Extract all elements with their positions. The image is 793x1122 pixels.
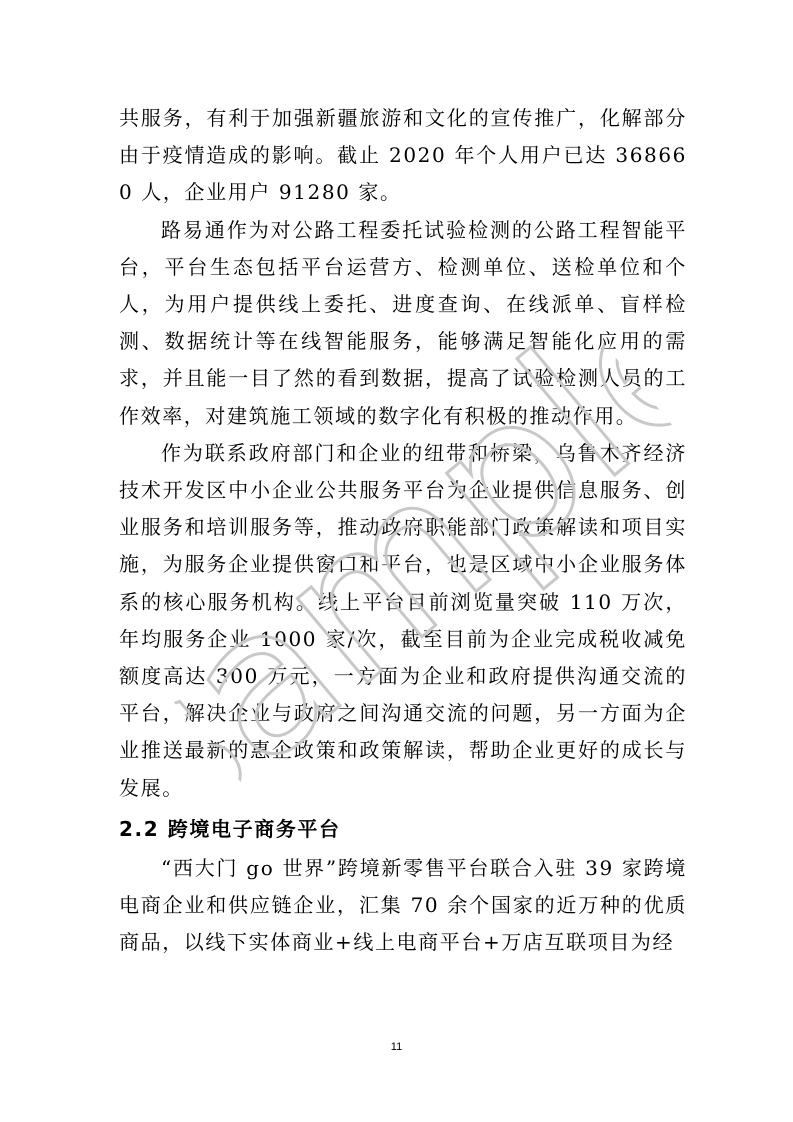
watermark-text: sample [102,257,738,863]
section-heading: 2.2 跨境电子商务平台 [119,816,341,841]
paragraph-sme-platform: 作为联系政府部门和企业的纽带和桥梁，乌鲁木齐经济技术开发区中小企业公共服务平台为企业提供信息服务、创业服务和培训服务等，推动政府职能部门政策解读和项目实施，为服务企业提供窗口和平台，也是区域中小企业服务体系的核心服务机构。线上平台目前浏览量突破 110 万次，年均服务企业 1000 家/次，截至目前为企业完成税收减免额度高达 300 万元，一方面为企业和政府提供沟通交流的平台，解决企业与政府之间沟通交流的问题，另一方面为企业推送最新的惠企政策和政策解读，帮助企业更好的成长与发展。 [119,440,687,800]
paragraph-continued: 共服务，有利于加强新疆旅游和文化的宣传推广，化解部分由于疫情造成的影响。截止 2020 年个人用户已达 368660 人，企业用户 91280 家。 [119,106,687,205]
page-content [119,100,687,961]
page-number: 11 [390,1041,403,1053]
paragraph-luyitong: 路易通作为对公路工程委托试验检测的公路工程智能平台，平台生态包括平台运营方、检测单位、送检单位和个人，为用户提供线上委托、进度查询、在线派单、盲样检测、数据统计等在线智能服务，能够满足智能化应用的需求，并且能一目了然的看到数据，提高了试验检测人员的工作效率，对建筑施工领域的数字化有积极的推动作用。 [119,217,687,428]
paragraph-cross-border: “西大门 go 世界”跨境新零售平台联合入驻 39 家跨境电商企业和供应链企业，汇集 70 余个国家的近万种的优质商品，以线下实体商业+线上电商平台+万店互联项目为经 [119,855,687,955]
